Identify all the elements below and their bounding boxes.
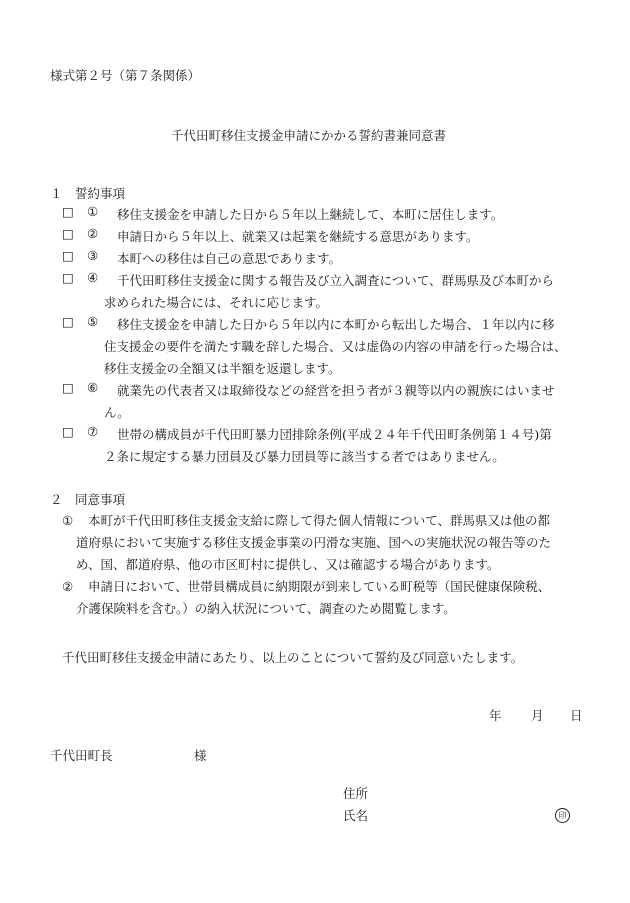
item-number: ⑤ bbox=[87, 314, 99, 329]
item-text: 千代田町移住支援金に関する報告及び立入調査について、群馬県及び本町から bbox=[117, 273, 555, 288]
item-number: ② bbox=[62, 579, 74, 594]
document-title: 千代田町移住支援金申請にかかる誓約書兼同意書 bbox=[171, 128, 447, 143]
item-number: ④ bbox=[87, 270, 99, 285]
item-number: ② bbox=[87, 226, 99, 241]
seal-mark bbox=[555, 806, 570, 823]
address-label: 住所 bbox=[343, 786, 369, 801]
item-number: ③ bbox=[87, 248, 99, 263]
item-number: ① bbox=[87, 204, 99, 219]
addressee-name: 千代田町長 bbox=[50, 748, 113, 763]
item-number: ⑥ bbox=[87, 380, 99, 395]
item-text: 申請日から５年以上、就業又は起業を継続する意思があります。 bbox=[117, 229, 479, 244]
consent-item-1-line2: 道府県において実施する移住支援金事業の円滑な実施、国への実施状況の報告等のた bbox=[76, 535, 552, 550]
checkbox[interactable]: □ bbox=[62, 380, 74, 395]
item-text: 移住支援金を申請した日から５年以内に本町から転出した場合、１年以内に移 bbox=[117, 317, 555, 332]
consent-item-2-line2: 介護保険料を含む。）の納入状況について、調査のため閲覧します。 bbox=[76, 601, 456, 616]
item-text: 本町が千代田町移住支援金支給に際して得た個人情報について、群馬県又は他の都 bbox=[88, 513, 551, 528]
item-text-continued: ん。 bbox=[104, 405, 130, 420]
consent-item-2 bbox=[62, 576, 550, 598]
item-number: ⑦ bbox=[87, 424, 99, 439]
closing-statement: 千代田町移住支援金申請にあたり、以上のことについて誓約及び同意いたします。 bbox=[62, 650, 524, 665]
item-text: 本町への移住は自己の意思であります。 bbox=[117, 251, 342, 266]
item-text: 就業先の代表者又は取締役などの経営を担う者が３親等以内の親族にはいませ bbox=[117, 383, 555, 398]
checkbox[interactable]: □ bbox=[62, 314, 74, 329]
consent-item-1-line3: め、国、都道府県、他の市区町村に提供し、又は確認する場合があります。 bbox=[76, 557, 500, 572]
seal-icon: 印 bbox=[555, 808, 570, 823]
item-number: ① bbox=[62, 513, 74, 528]
checkbox[interactable]: □ bbox=[62, 424, 74, 439]
date-month: 月 bbox=[531, 708, 544, 723]
item-text-continued: 移住支援金の全額又は半額を返還します。 bbox=[104, 361, 341, 376]
item-text-continued: 住支援金の要件を満たす職を辞した場合、又は虚偽の内容の申請を行った場合は、 bbox=[104, 339, 567, 354]
checkbox[interactable]: □ bbox=[62, 204, 74, 219]
date-year: 年 bbox=[489, 708, 502, 723]
item-text: 世帯の構成員が千代田町暴力団排除条例(平成２４年千代田町条例第１４号)第 bbox=[117, 427, 552, 442]
consent-item-1 bbox=[62, 510, 550, 532]
form-number: 様式第２号（第７条関係） bbox=[50, 68, 201, 83]
section2-heading: ２ 同意事項 bbox=[50, 492, 126, 507]
checkbox[interactable]: □ bbox=[62, 270, 74, 285]
section1-heading: １ 誓約事項 bbox=[50, 186, 126, 201]
date-day: 日 bbox=[570, 708, 583, 723]
item-text: 移住支援金を申請した日から５年以上継続して、本町に居住します。 bbox=[117, 207, 504, 222]
name-label: 氏名 bbox=[343, 808, 369, 823]
checkbox[interactable]: □ bbox=[62, 248, 74, 263]
addressee-honorific: 様 bbox=[194, 748, 207, 763]
item-text-continued: ２条に規定する暴力団員及び暴力団員等に該当する者ではありません。 bbox=[104, 449, 505, 464]
item-text-continued: 求められた場合には、それに応じます。 bbox=[104, 295, 329, 310]
item-text: 申請日において、世帯員構成員に納期限が到来している町税等（国民健康保険税、 bbox=[88, 579, 551, 594]
checkbox[interactable]: □ bbox=[62, 226, 74, 241]
